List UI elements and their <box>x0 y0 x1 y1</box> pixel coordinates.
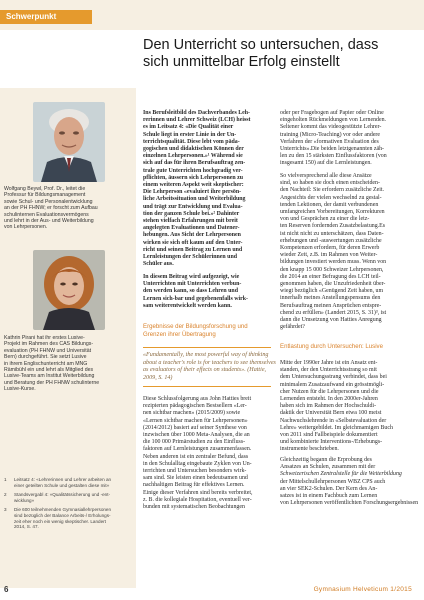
text-line: die 100 000 Primärstudien zu den Einfluss- <box>143 439 246 446</box>
text-line: minimalem Zusatzaufwand ein grösstmögli- <box>280 381 385 388</box>
body-paragraph <box>143 396 252 511</box>
subheading-bildungsforschung <box>143 323 248 338</box>
text-line: rerinnen und Lehrer Schweiz (LCH) heisst <box>143 117 251 124</box>
footnote-line: Leitsatz 4: «Lehrerinnen und Lehrer arbeiten an <box>14 477 112 482</box>
author-photo-wolfgang-beywl <box>33 102 105 182</box>
text-line: oder per Fragebogen auf Papier oder Online <box>280 110 384 116</box>
subheading-line: Entlastung durch Untersuchen: Lusive <box>280 343 383 350</box>
text-line: gefährdet? <box>280 324 305 331</box>
text-line: Diese Schlussfolgerung aus John Hatties breit <box>143 396 252 402</box>
text-line: In diesem Beitrag wird aufgezeigt, wie <box>143 274 240 280</box>
text-line: und kombinierte Interventions-/Erhebungs- <box>280 439 383 446</box>
text-line: Seltener kommt das videogestützte Lehrer- <box>280 124 382 131</box>
caption-line: von Lehrpersonen. <box>4 224 48 231</box>
intro-paragraph <box>143 110 251 268</box>
text-line: den knapp 15 000 Schweizer Lehrpersonen, <box>280 266 384 273</box>
text-line: den werden kann, so dass Lehren und <box>143 288 238 295</box>
text-line: pflichten, äussern sich Lehrpersonen zu <box>143 174 243 181</box>
intro-paragraph-2 <box>143 274 248 310</box>
footnote-line: einer geteilten Schule und gestalten diese mit» <box>14 482 110 488</box>
subheading-lusive <box>280 343 383 351</box>
text-line: es im Leitsatz 4: «Die Qualität einer <box>143 124 234 131</box>
text-line: standen, der den Unterrichtsstrang so mit <box>280 367 377 374</box>
text-line: die 2014 an einer Befragung des LCH teil- <box>280 273 381 280</box>
text-line: Angesichts der vielen wechselnd zu gestal- <box>280 194 382 201</box>
text-line: und trägt zur Entwicklung und Evalua- <box>143 203 243 210</box>
caption-line: Lusive-Teams am Institut Weiterbildung <box>4 373 95 380</box>
text-line: Nachwuchslehrende in «Selbstevaluation der <box>280 417 387 424</box>
text-line: Kompetenzen erfordern, für deren Erwerb <box>280 245 380 252</box>
footnotes <box>4 477 132 534</box>
body-paragraph <box>280 110 387 168</box>
footnote <box>4 477 132 488</box>
body-paragraph <box>280 360 393 454</box>
text-line: den Nachteil: Sie erfordern zusätzliche Zeit. <box>280 187 385 194</box>
quote-line: «Fundamentally, the most powerful way of thinking <box>143 352 269 358</box>
text-line: Lernleistungen der Schülerinnen und <box>143 254 237 261</box>
text-line: terrichtsqualität. Diese lebt vom päda- <box>143 138 240 145</box>
text-line: insgesamt 150) auf die Lernleistungen. <box>280 160 372 167</box>
caption-line: Lusive-Kurse. <box>4 386 36 393</box>
text-line: faktoren auf Lernleistungen zusammenfassen. <box>143 446 252 453</box>
text-line: terrichten und Untersuchen besonders wirk- <box>143 468 247 475</box>
author-photo-kathrin-pirani <box>33 250 105 330</box>
text-line: nachhaltigen Beitrag für effektives Lernen. <box>143 482 245 489</box>
text-line: ist nicht nicht zu unterschätzen, dass Daten- <box>280 230 384 237</box>
caption-kathrin-pirani <box>4 335 132 393</box>
text-line: hebungen. Aus Sicht der Lehrpersonen <box>143 232 241 239</box>
text-line: wirken sie sich oft kaum auf den Unter- <box>143 239 243 246</box>
text-line: gogischen und didaktischen Können der <box>143 146 244 153</box>
quote-line: 2009, S. 14) <box>143 374 173 381</box>
subheading-line: Ergebnisse der Bildungsforschung und <box>143 323 248 330</box>
text-line: Ins Berufsleitbild des Dachverbandes Leh- <box>143 110 251 116</box>
text-line: rezipierten pädagogischen Bestsellern «Ler- <box>143 403 247 410</box>
text-line: training (Micro-Teaching) vor oder andere <box>280 131 381 138</box>
subheading-line: Grenzen ihrer Übertragung <box>143 330 216 338</box>
caption-line: Wolfgang Beywl, Prof. Dr., leitet die <box>4 186 86 192</box>
text-line: Schule liegt in erster Linie in der Un- <box>143 131 237 138</box>
text-line: wiegt bezüglich «Genügend Zeit haben, um <box>280 288 384 295</box>
caption-line: Bern) durchgeführt. Sie setzt Lusive <box>4 354 87 361</box>
text-line: tenden Lektionen, der damit verbundenen <box>280 201 379 208</box>
text-line: inzwischen über 1000 Meta-Analysen, die an <box>143 432 250 439</box>
footnote-line: Die 600 teilnehmenden Gymnasiallehrpersonen <box>14 507 112 513</box>
text-line: einzelnen Lehrpersonen.»¹ Während sie <box>143 153 243 160</box>
text-line: umfangreichen Vorbereitungen, Korrekturen <box>280 209 385 216</box>
text-line: bunden mit systematischen Beobachtungen <box>143 504 245 511</box>
caption-line: an der PH FHNW; er forscht zum Aufbau <box>4 205 98 212</box>
text-line: Unterrichts».Die beiden letztgenannten zäh- <box>280 146 385 153</box>
text-line: Neben anderen ist ein zentraler Befund, dass <box>143 453 249 460</box>
quote-line: as evaluators of their effects on students». (Hattie, <box>143 367 267 374</box>
caption-line: schulinternen Evaluationsvermögens <box>4 211 89 218</box>
body-paragraph <box>280 173 386 331</box>
footnote-line: 2014, S. 47. <box>14 524 39 530</box>
text-line: sam sind. Sie leisten einen bedeutsamen und <box>143 475 248 482</box>
text-line: richt und seinen Beitrag zu Lernen und <box>143 246 243 253</box>
pull-quote <box>143 347 276 387</box>
text-line: in den Schulalltag eingebaute Zyklen von Un- <box>143 460 252 467</box>
footnote-line: zeit eher noch ein wenig skeptischer. Landert <box>14 518 106 524</box>
footnote <box>4 492 132 503</box>
text-line: genommen haben, die Unzufriedenheit über- <box>280 281 386 288</box>
title-line: Den Unterricht so untersuchen, dass <box>143 37 379 53</box>
text-line: haben sich im Rahmen der Hochschuldi- <box>280 403 377 410</box>
text-line: (2014/2012) basiert auf seiner Synthese von <box>143 424 247 431</box>
text-line: sich auf das für ihren Berufsauftrag zen- <box>143 160 246 167</box>
caption-line: sowie Schul- und Personalentwicklung <box>4 198 93 205</box>
text-line: satzes ist in einem Fachbuch zum Lernen <box>280 493 378 500</box>
text-line: eingeholten Rückmeldungen von Lernenden. <box>280 117 386 124</box>
section-tab <box>0 10 92 24</box>
text-line: Schweizerischen Zentralstelle für die Weiterbildung <box>280 471 402 478</box>
footnote <box>4 507 132 529</box>
journal-name: Gymnasium Helveticum 1/2015 <box>313 586 412 593</box>
title-line: sich unmittelbar Erfolg einstellt <box>143 54 340 70</box>
text-line: z. B. die kollegiale Hospitation, eventuell ver- <box>143 496 252 503</box>
text-line: Berufsauftrag meinen Ansprüchen entspre- <box>280 302 382 309</box>
caption-line: Projekt im Rahmen des CAS Bildungs- <box>4 341 94 348</box>
text-line: von und Gesprächen zu einer die letz- <box>280 216 370 223</box>
text-line: cher Nutzen für die Lehrpersonen und die <box>280 388 379 395</box>
article-title <box>143 37 418 71</box>
footnote-number: 3 <box>4 507 7 513</box>
text-line: instrumente beschrieben. <box>280 446 339 453</box>
footnote-line: sind bezüglich der Balance Arbeits-/ Erholungs- <box>14 512 111 518</box>
text-line: sam weiterentwickelt werden kann. <box>143 302 232 309</box>
caption-line: in ihrem Englischunterricht am MNG <box>4 360 88 367</box>
text-line: innerhalb meines Anstellungspensums den <box>280 295 381 302</box>
page-number: 6 <box>4 585 9 594</box>
footnote-line: Standsvergabl 4: «Qualitätssicherung und -ent- <box>14 492 111 498</box>
text-line: von Lehrpersonen veröffentlichten Forschungsergebnissen <box>280 500 419 507</box>
text-line: nen sichtbar machen» (2015/2009) sowie <box>143 410 241 417</box>
text-line: erhebungen und -auswertungen zusätzliche <box>280 237 382 244</box>
text-line: ten Reserven fordernden Zusatzbelastung.Es <box>280 223 386 230</box>
body-paragraph <box>280 457 418 507</box>
footnote-number: 2 <box>4 492 7 498</box>
text-line: Unterrichten mit Unterrichten verbun- <box>143 281 242 288</box>
caption-wolfgang-beywl <box>4 186 132 231</box>
text-line: Lehre» weitergebildet. Im gleichmamigen Buch <box>280 424 393 431</box>
text-line: der Mittelschullehrpersonen WBZ CPS auch <box>280 478 386 485</box>
text-line: sind, so haben sie doch einen entscheiden- <box>280 180 380 187</box>
text-line: bildungen investiert werden muss. Wenn von <box>280 259 387 266</box>
text-line: Gleichzeitig begann die Erprobung des <box>280 457 372 463</box>
text-line: So vielversprechend alle diese Ansätze <box>280 173 372 179</box>
text-line: Lernenden entsteht. In den 2000er-Jahren <box>280 396 378 403</box>
text-line: Mitte der 1990er Jahre ist ein Ansatz ent- <box>280 360 378 366</box>
text-line: Lernen sich-bar und gegebenenfalls wirk- <box>143 295 248 302</box>
text-line: len zu den 15 stärksten Einflussfaktoren (von <box>280 153 387 160</box>
text-line: Ansatzes an Schulen, zusammen mit der <box>280 464 376 471</box>
text-line: chend zu erfüllen» (Landert 2015, S. 31)³, ist <box>280 309 387 316</box>
text-line: tion der ganzen Schule bei.»² Dahinter <box>143 210 240 217</box>
caption-line: evaluation (PH FHNW und Universität <box>4 347 92 354</box>
text-line: von 2011 sind Fallbeispiele dokumentiert <box>280 432 378 439</box>
text-line: wieder Zeit, z.B. im Rahmen von Weiter- <box>280 252 378 259</box>
footnote-line: wicklung» <box>14 497 35 503</box>
text-line: an vier SEK2-Schulen. Der Kern des An- <box>280 485 378 492</box>
quote-line: about a teacher's role is for teachers to see themselves <box>143 359 276 366</box>
text-line: einem weiteren Aspekt weit skeptischer: <box>143 182 244 189</box>
section-label: Schwerpunkt <box>6 12 57 21</box>
caption-line: Professur für Bildungsmanagement <box>4 192 86 199</box>
caption-line: und Beratung der PH FHNW schulinterne <box>4 379 100 386</box>
text-line: angelegten Evaluationen und Datener- <box>143 225 240 232</box>
text-line: daktik der Universität Bern etwa 100 meist <box>280 410 382 417</box>
text-line: Schüler aus. <box>143 261 174 268</box>
text-line: dem Untersuchungsstrang verbindet, dass bei <box>280 374 387 381</box>
text-line: Einige dieser Verfahren sind bereits verbreitet, <box>143 489 253 496</box>
text-line: trale gute Unterrichten hochgradig ver- <box>143 167 243 174</box>
caption-line: Kathrin Pirani hat ihr erstes Lusive- <box>4 335 85 341</box>
text-line: liche Arbeitssituation und Weiterbildung <box>143 196 246 203</box>
text-line: Verfahren der «formativen Evaluation des <box>280 138 379 145</box>
text-line: «Lernen sichtbar machen für Lehrpersonen» <box>143 417 248 424</box>
caption-line: und lehrt in der Aus- und Weiterbildung <box>4 218 94 225</box>
footnote-number: 1 <box>4 477 7 482</box>
text-line: stehen vielfach Erfahrungen mit breit <box>143 218 238 225</box>
text-line: dann die Umsetzung von Hatties Anregung <box>280 317 382 324</box>
caption-line: Rämibühl ein und lehrt als Mitglied des <box>4 367 94 374</box>
text-line: Die Lehrperson «evaluiert ihre persön- <box>143 189 242 196</box>
